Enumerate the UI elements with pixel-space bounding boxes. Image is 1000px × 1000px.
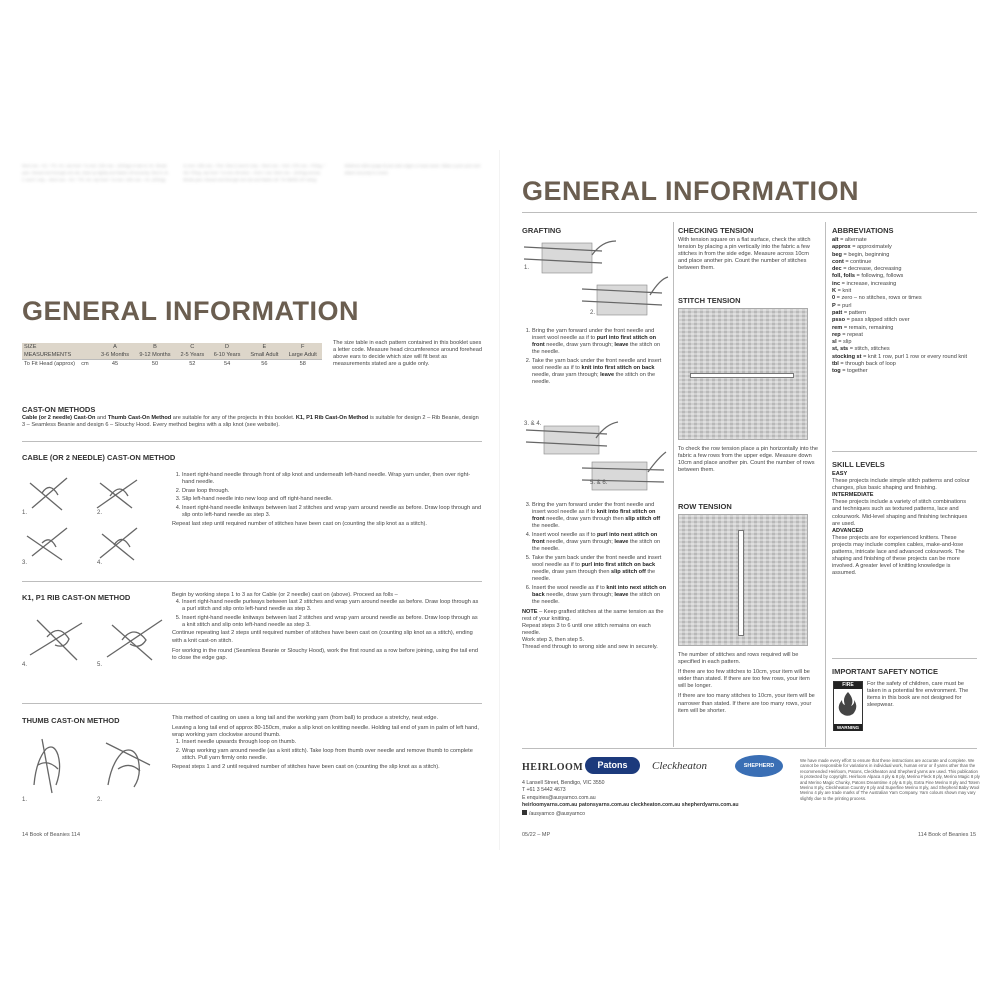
- step: 1. Insert needle upwards through loop on thumb.: [182, 739, 482, 746]
- grafting-thread: Thread end through to wrong side and sew in securely.: [522, 644, 658, 651]
- disclaimer: We have made every effort to ensure that these instructions are accurate and complete. We cannot be responsible for variations in individual work, human error or if yarns other than the recommended Heirloom, Patons, Cleckheaton and Shepherd yarns are used. This publication is protected by copyright. Heirloom Alpaca 4 ply & 8 ply, Merino Fleck 8 ply, Merino Magic 8 ply and Merino Magic Chunky, Patons Dreamtime 4 ply & 8 ply, Extra Fine Merino 8 ply and Totem Merino 8 ply, Cleckheaton Country 8 ply and Superfine Merino 8 ply, and Shepherd Baby Wool Merino 4 ply are trade marks of The Australian Yarn Company. Yarn colours shown may vary slightly due to the printing process.: [800, 758, 980, 801]
- tension-note-2: If there are too few stitches to 10cm, your item will be wider than stated. If there are too few rows, your item will be longer.: [678, 669, 810, 690]
- divider: [22, 441, 482, 442]
- k1p1-cast-on-illustration: [22, 605, 172, 670]
- step: [532, 555, 667, 583]
- abbreviation-term: sl: [832, 339, 837, 346]
- text-fragment: slip stitch off: [625, 516, 661, 523]
- size-letter: D: [209, 343, 246, 351]
- abbreviation-item: [832, 252, 972, 259]
- abbreviation-item: [832, 354, 972, 361]
- text-fragment: knit into first stitch on front: [532, 509, 656, 523]
- text-fragment: the stitch on the needle.: [532, 372, 656, 386]
- text-fragment: slip stitch off: [611, 568, 646, 575]
- step: [532, 585, 667, 606]
- divider: [522, 748, 977, 749]
- text-fragment: Take the yarn back under the front needle and insert wool needle as if to: [532, 357, 662, 371]
- cable-cast-on-heading: CABLE (OR 2 NEEDLE) CAST-ON METHOD: [22, 453, 176, 462]
- abbreviation-term: tbl: [832, 361, 839, 368]
- row-tension-heading: ROW TENSION: [678, 502, 732, 511]
- left-page-footer: 14 Book of Beanies 114: [22, 832, 80, 838]
- grafting-illustration-top: [522, 237, 672, 327]
- abbreviation-item: [832, 361, 972, 368]
- thumb-text: [172, 715, 482, 771]
- fire-warning-badge: [833, 681, 863, 731]
- text-fragment: purl into first stitch on front: [532, 335, 657, 349]
- text-fragment: Bring the yarn forward under the front needle and insert wool needle as if to: [532, 328, 655, 342]
- text-fragment: leave: [614, 591, 629, 598]
- company-contact: [522, 780, 792, 818]
- illustration-label: 2.: [97, 797, 103, 803]
- stitch-tension-heading: STITCH TENSION: [678, 296, 741, 305]
- grafting-steps-1-2: [522, 328, 667, 388]
- address: 4 Lansell Street, Bendigo, VIC 3550: [522, 780, 605, 786]
- step: [532, 328, 667, 356]
- safety-notice-heading: IMPORTANT SAFETY NOTICE: [832, 667, 938, 676]
- size-letter: A: [96, 343, 134, 351]
- column-divider: [673, 222, 674, 747]
- fire-label: FIRE: [834, 682, 862, 689]
- text-fragment: leave: [614, 342, 629, 349]
- measuring-ruler: [690, 373, 794, 378]
- grafting-steps-3-6: [522, 502, 667, 651]
- abbreviation-meaning: = through back of loop: [838, 361, 896, 368]
- note-text: – Keep grafted stitches at the same tension as the rest of your knitting.: [522, 608, 664, 622]
- cleckheaton-logo: Cleckheaton: [652, 760, 707, 772]
- websites: heirloomyarns.com.au patonsyarns.com.au cleckheaton.com.au shepherdyarns.com.au: [522, 802, 739, 809]
- grafting-illustration-bottom: [522, 418, 672, 500]
- abbreviation-meaning: = approximately: [850, 244, 892, 251]
- skill-easy-label: EASY: [832, 471, 848, 477]
- text-fragment: needle, draw yarn through;: [544, 342, 615, 349]
- abbreviation-term: foll, folls: [832, 273, 855, 280]
- size-note: The size table in each pattern contained in this booklet uses a letter code. Measure head circumference around forehead above ears to decide which size will fit best as measurements stated are a guide only.: [333, 340, 482, 368]
- measurement-cell: 2-5 Years: [176, 351, 209, 360]
- checking-tension-heading: CHECKING TENSION: [678, 226, 754, 235]
- k1p1-round: For working in the round (Seamless Beanie or Slouchy Hood), work the first round as a row before joining, using the tail end to close the edge gap.: [172, 647, 478, 661]
- k1p1-cast-on-heading: K1, P1 RIB CAST-ON METHOD: [22, 593, 131, 602]
- illustration-label: 3. & 4.: [524, 421, 542, 427]
- head-size-cell: 52: [176, 360, 209, 369]
- text-fragment: purl into first stitch on back: [581, 561, 656, 568]
- text-fragment: the needle.: [532, 523, 560, 530]
- text-fragment: knit into first stitch on back: [581, 364, 655, 371]
- measurement-cell: Small Adult: [245, 351, 283, 360]
- abbreviation-item: [832, 317, 972, 324]
- measurement-cell: Large Adult: [283, 351, 322, 360]
- text-fragment: are suitable for any of the projects in this booklet.: [171, 415, 296, 421]
- abbreviation-item: [832, 332, 972, 339]
- text-fragment: knit into next stitch on back: [532, 584, 666, 598]
- row-tension-instructions: To check the row tension place a pin horizontally into the fabric a few rows from the upper edge. Measure down 10cm and place another pin. Count the number of rows between them.: [678, 446, 818, 474]
- head-size-cell: 50: [134, 360, 176, 369]
- text-fragment: the stitch on the needle.: [532, 342, 661, 356]
- tension-note-1: The number of stitches and rows required will be specified in each pattern.: [678, 652, 799, 666]
- abbreviation-meaning: = stitch, stitches: [848, 346, 890, 353]
- abbreviation-term: psso: [832, 317, 846, 324]
- skill-intermediate-label: INTERMEDIATE: [832, 492, 874, 499]
- illustration-label: 5.: [97, 662, 103, 668]
- text-fragment: needle, draw yarn through;: [544, 538, 615, 545]
- abbreviation-meaning: = increase, increasing: [840, 280, 897, 287]
- abbreviations-heading: ABBREVIATIONS: [832, 226, 894, 235]
- step: 4. Insert right-hand needle knitways between last 2 stitches and wrap yarn around needle as before. Draw loop through and slip onto left-hand needle as step 3.: [182, 505, 482, 519]
- abbreviation-item: [832, 281, 972, 288]
- abbreviation-term: P: [832, 302, 836, 309]
- abbreviations-list: [832, 237, 972, 376]
- size-letter: F: [283, 343, 322, 351]
- abbreviation-item: [832, 259, 972, 266]
- text-fragment: needle, draw yarn through;: [532, 372, 601, 379]
- social-handles: /ausyarnco @ausyarnco: [529, 810, 586, 817]
- size-letter: B: [134, 343, 176, 351]
- abbreviation-meaning: = pattern: [842, 309, 867, 316]
- tension-result-text: [678, 652, 818, 715]
- thumb-cast-on-illustration: [28, 735, 168, 795]
- abbreviation-term: stocking st: [832, 353, 862, 360]
- illustration-label: 1.: [524, 265, 530, 271]
- thumb-cast-on-heading: THUMB CAST-ON METHOD: [22, 716, 120, 725]
- warning-label: WARNING: [834, 724, 862, 731]
- right-page-title: GENERAL INFORMATION: [522, 176, 859, 206]
- step: 1. Insert right-hand needle through front of slip knot and underneath left-hand needle. Wrap yarn under, then over right-hand needle.: [182, 472, 482, 486]
- abbreviation-term: st, sts: [832, 346, 849, 353]
- step: 3. Slip left-hand needle into new loop and off right-hand needle.: [182, 496, 482, 503]
- cast-on-methods-heading: CAST-ON METHODS: [22, 405, 96, 414]
- illustration-label: 4.: [97, 560, 103, 566]
- abbreviation-item: [832, 288, 972, 295]
- abbreviation-term: tog: [832, 368, 841, 375]
- illustration-label: 2.: [97, 510, 103, 516]
- abbreviation-item: [832, 237, 972, 244]
- abbreviation-item: [832, 295, 972, 302]
- left-page-title: GENERAL INFORMATION: [22, 296, 359, 326]
- measurements-label: MEASUREMENTS: [22, 351, 96, 360]
- divider: [22, 581, 482, 582]
- head-size-cell: 54: [209, 360, 246, 369]
- step: 2. Wrap working yarn around needle (as a knit stitch). Take loop from thumb over needle and remove thumb to complete stitch. Pull yarn firmly onto needle.: [182, 748, 482, 762]
- text-fragment: needle, draw yarn through;: [544, 591, 615, 598]
- measuring-ruler: [738, 530, 744, 636]
- abbreviation-term: dec: [832, 266, 842, 273]
- illustration-label: 1.: [22, 510, 28, 516]
- patons-logo: Patons: [585, 757, 640, 774]
- cable-method-name: Cable (or 2 needle) Cast-On: [22, 415, 96, 421]
- rib-method-name: K1, P1 Rib Cast-On Method: [295, 415, 369, 421]
- step: [532, 502, 667, 530]
- text-fragment: and: [95, 415, 108, 421]
- abbreviation-meaning: = remain, remaining: [842, 324, 894, 331]
- illustration-label: 4.: [22, 662, 28, 668]
- abbreviation-item: [832, 266, 972, 273]
- abbreviation-meaning: = continue: [843, 258, 872, 265]
- size-header: SIZE: [22, 343, 96, 351]
- text-fragment: the stitch on the needle.: [532, 591, 661, 605]
- skill-advanced-text: These projects are for experienced knitters. These projects may include complex cables, make-and-lose patterns, intricate lace and advanced colourwork. The shaping and finishing of these projects can be more involved. A greater level of knitting knowledge is assumed.: [832, 534, 965, 577]
- k1p1-continue: Continue repeating last 2 steps until required number of stitches have been cast on (counting slip knot as a stitch), ending with a knit cast-on stitch.: [172, 630, 473, 644]
- abbreviation-meaning: = zero – no stitches, rows or times: [835, 295, 922, 302]
- step: 2. Draw loop through.: [182, 488, 482, 495]
- abbreviation-item: [832, 325, 972, 332]
- shepherd-logo: SHEPHERD: [735, 755, 783, 777]
- text-fragment: Insert wool needle as if to: [532, 531, 597, 538]
- abbreviation-meaning: = together: [840, 368, 868, 375]
- grafting-note: [522, 609, 667, 623]
- divider: [832, 658, 977, 659]
- abbreviation-term: rem: [832, 324, 843, 331]
- text-fragment: Insert the wool needle as if to: [532, 584, 607, 591]
- text-fragment: is suitable for design 2 – Rib Beanie, design 3 – Seamless Beanie and design 6 – Slouchy Hood. Every method begins with a slip knot (see website).: [22, 415, 479, 429]
- divider: [22, 703, 482, 704]
- skill-easy-text: These projects include simple stitch patterns and colour changes, plus basic shaping and finishing.: [832, 478, 970, 492]
- checking-tension-text: With tension square on a flat surface, check the stitch tension by placing a pin vertically into the fabric a few stitches in from the side edge. Measure across 10cm and place another pin. Count the number of stitches between them.: [678, 237, 811, 272]
- divider: [832, 451, 977, 452]
- text-fragment: Take the yarn back under the front needle and insert wool needle as if to: [532, 554, 662, 568]
- text-fragment: purl into next stitch on front: [532, 531, 658, 545]
- row-unit: cm: [81, 361, 89, 367]
- head-size-cell: 56: [245, 360, 283, 369]
- thumb-leaving: Leaving a long tail end of approx 80-150cm, make a slip knot on knitting needle. Holding tail end of yarn in palm of left hand, wrap working yarn clockwise around thumb.: [172, 725, 479, 739]
- text-fragment: needle, draw yarn through then: [544, 516, 626, 523]
- abbreviation-term: 0: [832, 295, 836, 302]
- abbreviation-term: alt: [832, 237, 839, 243]
- abbreviation-term: rep: [832, 331, 841, 338]
- right-page-footer: 114 Book of Beanies 15: [918, 832, 976, 838]
- measurement-cell: 6-10 Years: [209, 351, 246, 360]
- email: E enquiries@ausyarnco.com.au: [522, 794, 596, 801]
- cable-steps: [172, 472, 482, 528]
- k1p1-intro: Begin by working steps 1 to 3 as for Cable (or 2 needle) cast on (above). Proceed as folls –: [172, 592, 398, 598]
- k1p1-text: [172, 592, 482, 662]
- grafting-repeat: Repeat steps 3 to 6 until one stitch remains on each needle.: [522, 623, 651, 637]
- abbreviation-meaning: = pass slipped stitch over: [845, 317, 910, 324]
- print-code: 05/22 – MP: [522, 832, 551, 838]
- phone: T +61 3 5442 4673: [522, 787, 566, 794]
- divider: [522, 212, 977, 213]
- text-fragment: Bring the yarn forward under the front needle and insert wool needle as if to: [532, 502, 655, 516]
- abbreviation-term: inc: [832, 280, 841, 287]
- heirloom-logo: HEIRLOOM: [522, 762, 584, 773]
- abbreviation-item: [832, 273, 972, 280]
- skill-levels-heading: SKILL LEVELS: [832, 460, 885, 469]
- step: 4. Insert right-hand needle purlways between last 2 stitches and wrap yarn around needle as before. Draw loop through as a purl stitch and slip onto left-hand needle as step 3.: [182, 599, 482, 613]
- flame-icon: [834, 689, 862, 719]
- abbreviation-meaning: = knit 1 row, purl 1 row or every round knit: [861, 353, 968, 360]
- text-fragment: the needle.: [532, 568, 656, 582]
- abbreviation-term: patt: [832, 309, 843, 316]
- abbreviation-meaning: = repeat: [840, 331, 863, 338]
- cast-on-methods-text: [22, 415, 482, 429]
- abbreviation-item: [832, 303, 972, 310]
- abbreviation-meaning: = purl: [835, 302, 852, 309]
- step: [532, 532, 667, 553]
- abbreviation-term: K: [832, 288, 837, 295]
- abbreviation-item: [832, 244, 972, 251]
- abbreviation-term: cont: [832, 258, 844, 265]
- grafting-work: Work step 3, then step 5.: [522, 637, 585, 644]
- thumb-intro: This method of casting on uses a long tail and the working yarn (from ball) to produce a stretchy, neat edge.: [172, 715, 439, 721]
- note-label: NOTE: [522, 608, 538, 615]
- head-size-cell: 58: [283, 360, 322, 369]
- safety-notice-text: For the safety of children, care must be taken in a potential fire environment. The items in this book are not designed for sleepwear.: [867, 681, 969, 709]
- blurred-pattern-text: Next row – K1, * P1, K1, rep from * to end. 11th row – (K2tog) to last st, K1. Break yarn, thread end through rem sts, draw up tightly and fasten off securely. Size A, B, C and F only – Next row – K2, * P2, K2, rep from * to end. 12th row – K1, (K2tog) to end. 13th row – Purl. Size D and E only – Next row – Knit. 17th row – P2tog, * K8, P2tog, rep from * to end. All sizes – Knit 1 row. Next row – (K2tog) across. Break yarn, thread end through rem sts and fasten off. TO MAKE UP Using Mattress stitch (page 8) join side edges or back seam. Make a pom pom and attach securely to crown.: [22, 163, 481, 182]
- grafting-heading: GRAFTING: [522, 226, 562, 235]
- illustration-label: 2.: [590, 310, 596, 316]
- measurement-cell: 9-12 Months: [134, 351, 176, 360]
- size-table: [22, 343, 322, 368]
- text-fragment: the stitch on the needle.: [532, 538, 661, 553]
- abbreviation-term: beg: [832, 251, 842, 258]
- step: 5. Insert right-hand needle knitways between last 2 stitches and wrap yarn around needle as before. Draw loop through as a knit stitch and slip onto left-hand needle as step 3.: [182, 615, 482, 629]
- size-letter: E: [245, 343, 283, 351]
- abbreviation-meaning: = alternate: [838, 237, 867, 243]
- cable-repeat: Repeat last step until required number of stitches have been cast on (counting the slip knot as a stitch).: [172, 520, 427, 527]
- abbreviation-item: [832, 368, 972, 375]
- abbreviation-meaning: = following, follows: [855, 273, 904, 280]
- step: [532, 358, 667, 386]
- head-size-cell: 45: [96, 360, 134, 369]
- abbreviation-meaning: = slip: [836, 339, 852, 346]
- text-fragment: needle, draw yarn through then: [532, 568, 611, 575]
- social-icon: [522, 810, 527, 815]
- skill-intermediate-text: These projects include a variety of stitch combinations and techniques such as textured patterns, lace and colourwork. Mid-level shaping and finishing techniques are used.: [832, 499, 968, 527]
- text-fragment: leave: [614, 538, 629, 545]
- abbreviation-item: [832, 339, 972, 346]
- row-label: [22, 360, 96, 369]
- abbreviation-item: [832, 310, 972, 317]
- size-letter: C: [176, 343, 209, 351]
- skill-advanced-label: ADVANCED: [832, 527, 864, 534]
- abbreviation-meaning: = begin, beginning: [841, 251, 890, 258]
- text-fragment: leave: [600, 372, 615, 379]
- illustration-label: 3.: [22, 560, 28, 566]
- tension-note-3: If there are too many stitches to 10cm, your item will be narrower than stated. If there are too many rows, your item will be shorter.: [678, 693, 815, 714]
- column-divider: [825, 222, 826, 747]
- abbreviation-meaning: = knit: [836, 288, 852, 295]
- illustration-label: 5. & 6.: [590, 480, 608, 486]
- thumb-method-name: Thumb Cast-On Method: [107, 415, 172, 421]
- measurement-cell: 3-6 Months: [96, 351, 134, 360]
- illustration-label: 1.: [22, 797, 28, 803]
- row-label-text: To Fit Head (approx): [24, 361, 75, 367]
- thumb-repeat: Repeat steps 1 and 2 until required number of stitches have been cast on (counting the slip knot as a stitch).: [172, 763, 440, 770]
- cable-cast-on-illustration: [22, 468, 162, 568]
- skill-levels-text: [832, 471, 974, 577]
- abbreviation-meaning: = decrease, decreasing: [841, 266, 902, 273]
- abbreviation-term: approx: [832, 244, 851, 251]
- abbreviation-item: [832, 346, 972, 353]
- social-links: [522, 810, 792, 818]
